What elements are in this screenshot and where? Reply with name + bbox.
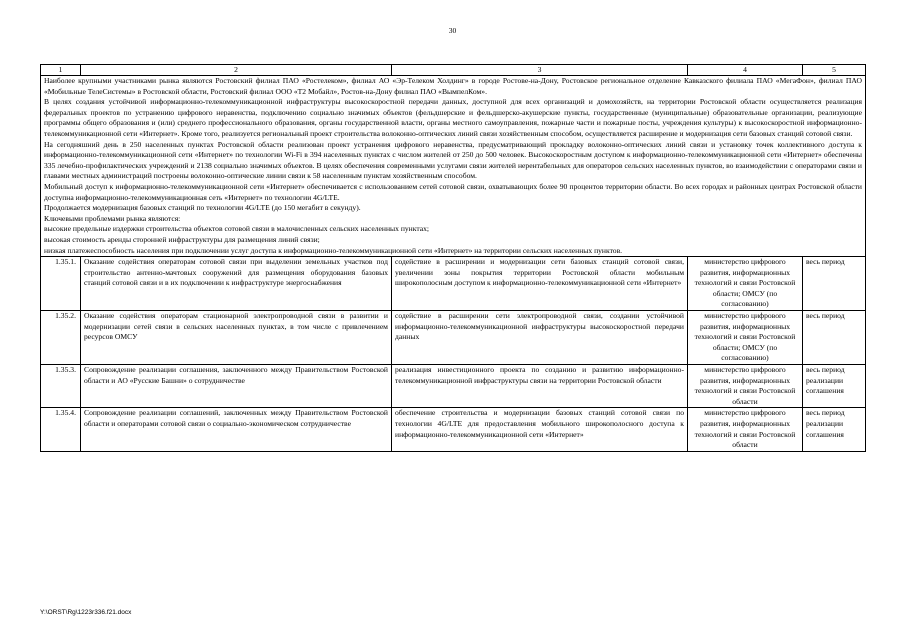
period-cell: весь период реализации соглашения — [803, 408, 866, 451]
action-cell: Сопровождение реализации соглашений, заключенных между Правительством Ростовской области и операторами сотовой связи о социально-экономическом сотрудничестве — [81, 408, 392, 451]
item-number: 1.35.2. — [41, 311, 81, 365]
intro-paragraph: Мобильный доступ к информационно-телекоммуникационной сети «Интернет» обеспечивается с использованием сетей сотовой связи, охватывающих более 90 процентов территории области. Во всех городах и районных центрах Ростовской области доступна информационно-телекоммуникационная сеть «Интернет» по технологии 4G/LTE. — [44, 181, 862, 202]
column-number: 2 — [81, 65, 392, 76]
column-number: 4 — [688, 65, 803, 76]
table-row — [41, 257, 866, 311]
period-cell: весь период — [803, 311, 866, 365]
table-row — [41, 408, 866, 451]
intro-paragraph: Продолжается модернизация базовых станций по технологии 4G/LTE (до 150 мегабит в секунду). — [44, 203, 361, 213]
action-cell: Оказание содействия операторам стационарной электропроводной связи в развитии и модернизации сетей связи в сельских населенных пунктах, в том числе с привлечением ресурсов ОМСУ — [81, 311, 392, 365]
period-cell: весь период реализации соглашения — [803, 365, 866, 408]
result-cell: содействие в расширении и модернизации сети базовых станций сотовой связи, увеличении зоны покрытия территории Ростовской области мобильным широкополосным доступом к информационно-телекоммуникационной сети «Интернет» — [392, 257, 688, 311]
action-cell: Сопровождение реализации соглашения, заключенного между Правительством Ростовской области и АО «Русские Башни» о сотрудничестве — [81, 365, 392, 408]
action-cell: Оказание содействия операторам сотовой связи при выделении земельных участков под строительство антенно-мачтовых сооружений для размещения оборудования базовых станций сотовой связи и в их подключении к инфраструктуре энергоснабжения — [81, 257, 392, 311]
intro-paragraph: Ключевыми проблемами рынка являются: — [44, 213, 181, 223]
responsible-cell: министерство цифрового развития, информационных технологий и связи Ростовской области; ОМСУ (по согласованию) — [688, 257, 803, 311]
period-cell: весь период — [803, 257, 866, 311]
table-row — [41, 311, 866, 365]
column-number: 5 — [803, 65, 866, 76]
column-number-header — [41, 65, 866, 76]
table-row — [41, 365, 866, 408]
responsible-cell: министерство цифрового развития, информационных технологий и связи Ростовской области; ОМСУ (по согласованию) — [688, 311, 803, 365]
intro-paragraph: На сегодняшний день в 250 населенных пунктах Ростовской области реализован проект устранения цифрового неравенства, предусматривающий прокладку волоконно-оптических линий связи и установку точек коллективного доступа к информационно-телекоммуникационной сети «Интернет» по технологии Wi-Fi в 394 населенных пунктах с числом жителей от 250 до 500 человек. Высокоскоростным доступом к информационно-телекоммуникационной сети «Интернет» обеспечены 335 лечебно-профилактических учреждений и 2138 социально значимых объектов. В целях обеспечения современными услугами связи жителей нерентабельных для операторов сельских населенных пунктов, во взаимодействии с операторами связи и главами местных администраций построены волоконно-оптические линии связи к 58 населенным пунктам хозяйственным способом. — [44, 139, 862, 181]
responsible-cell: министерство цифрового развития, информационных технологий и связи Ростовской области — [688, 408, 803, 451]
intro-paragraph: низкая платежеспособность населения при подключении услуг доступа к информационно-телекоммуникационной сети «Интернет» на территории сельских населенных пунктов. — [44, 245, 623, 255]
measures-table — [40, 64, 866, 452]
intro-paragraph: В целях создания устойчивой информационно-телекоммуникационной инфраструктуры высокоскоростной передачи данных, доступной для всех организаций и домохозяйств, на территории Ростовской области осуществляется реализация федеральных проектов по устранению цифрового неравенства, подключению социально значимых объектов (фельдшерские и фельдшерско-акушерские пункты, государственные (муниципальные) образовательные организации, реализующие программы общего образования и (или) среднего профессионального образования, органы государственной власти, органы местного самоуправления, пожарные части и пожарные посты, учреждения культуры) к высокоскоростной информационно-телекоммуникационной сети «Интернет». Кроме того, реализуется региональный проект строительства волоконно-оптических линий связи хозяйственным способом, осуществляется расширение и модернизация сети базовых станций сотовой связи. — [44, 97, 862, 138]
result-cell: обеспечение строительства и модернизации базовых станций сотовой связи по технологии 4G/LTE для предоставления мобильного широкополосного доступа к информационно-телекоммуникационной сети «Интернет» — [392, 408, 688, 451]
page-number: 30 — [448, 26, 457, 35]
file-path-footer: Y:\ORST\Rg\1223r336.f21.docx — [40, 609, 132, 616]
column-number: 3 — [392, 65, 688, 76]
market-description — [41, 76, 866, 257]
responsible-cell: министерство цифрового развития, информационных технологий и связи Ростовской области — [688, 365, 803, 408]
intro-row — [41, 76, 866, 257]
intro-paragraph: Наиболее крупными участниками рынка являются Ростовский филиал ПАО «Ростелеком», филиал АО «Эр-Телеком Холдинг» в городе Ростове-на-Дону, Ростовское региональное отделение Кавказского филиала ПАО «МегаФон», филиал ПАО «Мобильные ТелеСистемы» в Ростовской области, Ростовский филиал ООО «Т2 Мобайл», Ростов-на-Дону филиал ПАО «ВымпелКом». — [44, 76, 862, 96]
result-cell: реализация инвестиционного проекта по созданию и развитию информационно-телекоммуникационной инфраструктуры связи на территории Ростовской области — [392, 365, 688, 408]
item-number: 1.35.4. — [41, 408, 81, 451]
intro-paragraph: высокая стоимость аренды сторонней инфраструктуры для размещения линий связи; — [44, 234, 320, 244]
column-number: 1 — [41, 65, 81, 76]
item-number: 1.35.1. — [41, 257, 81, 311]
intro-paragraph: высокие предельные издержки строительства объектов сотовой связи в малочисленных сельских населенных пунктах; — [44, 224, 430, 234]
result-cell: содействие в расширении сети электропроводной связи, создании устойчивой информационно-телекоммуникационной инфраструктуры высокоскоростной передачи данных — [392, 311, 688, 365]
item-number: 1.35.3. — [41, 365, 81, 408]
